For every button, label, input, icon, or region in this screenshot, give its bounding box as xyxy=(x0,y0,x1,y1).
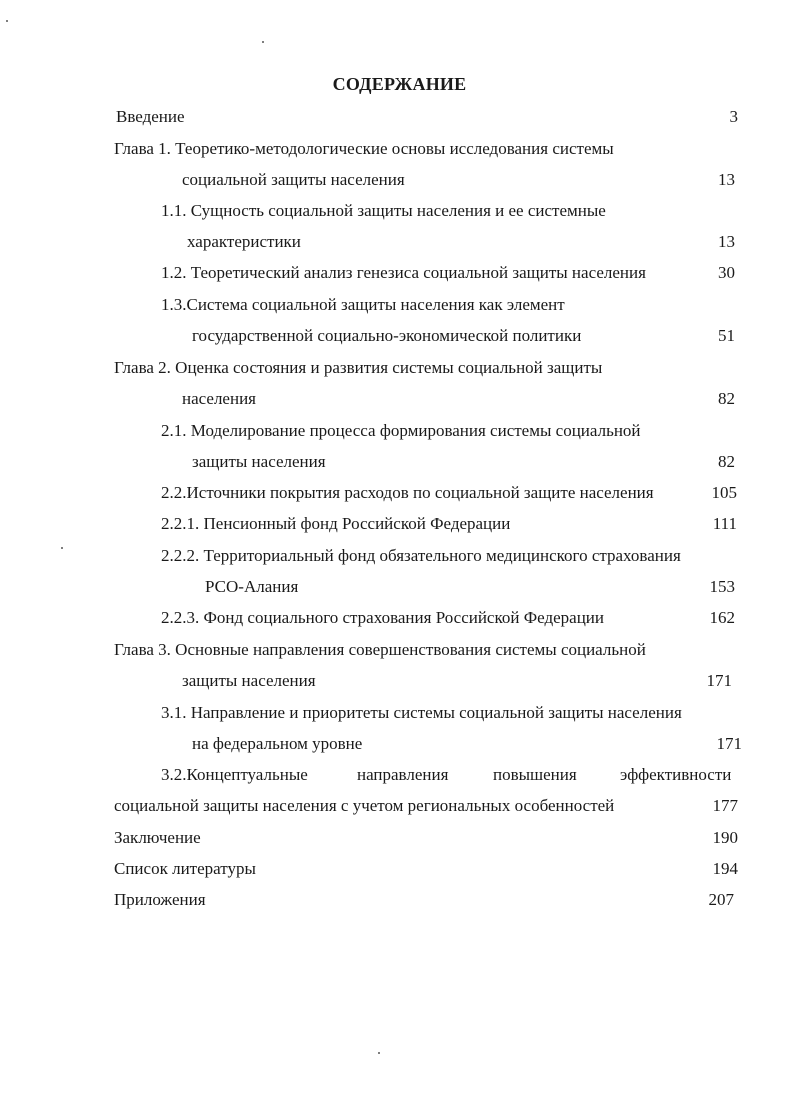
toc-entry-text: защиты населения xyxy=(182,671,316,690)
toc-entry-text: 2.2.1. Пенсионный фонд Российской Федерации xyxy=(161,514,511,533)
toc-entry-page: 162 xyxy=(709,608,735,627)
toc-entry-page: 207 xyxy=(708,890,734,909)
scan-speck xyxy=(61,547,63,549)
toc-entry-page: 51 xyxy=(718,326,735,345)
toc-entry-text: на федеральном уровне xyxy=(192,734,363,753)
toc-entry-page: 105 xyxy=(711,483,737,502)
toc-entry-page: 82 xyxy=(718,452,735,471)
toc-entry-text: 2.1. Моделирование процесса формирования системы социальной xyxy=(161,421,641,440)
toc-entry-text: Введение xyxy=(116,107,185,126)
toc-entry-text: повышения xyxy=(493,765,577,784)
toc-entry-page: 177 xyxy=(712,796,738,815)
toc-entry-page: 13 xyxy=(718,232,735,251)
toc-entry-text: населения xyxy=(182,389,256,408)
page-title: СОДЕРЖАНИЕ xyxy=(332,74,467,94)
toc-entry-text: РСО-Алания xyxy=(205,577,299,596)
toc-entry-text: Приложения xyxy=(114,890,206,909)
toc-entry-text: государственной социально-экономической политики xyxy=(192,326,582,345)
toc-entry-text: 2.2.Источники покрытия расходов по социальной защите населения xyxy=(161,483,654,502)
toc-entry-text: 1.3.Система социальной защиты населения как элемент xyxy=(161,295,565,314)
toc-entry-text: Глава 3. Основные направления совершенствования системы социальной xyxy=(114,640,646,659)
toc-entry-text: 2.2.3. Фонд социального страхования Российской Федерации xyxy=(161,608,605,627)
toc-entry-text: социальной защиты населения с учетом региональных особенностей xyxy=(114,796,615,815)
toc-entry-text: характеристики xyxy=(187,232,301,251)
toc-entry-text: 1.2. Теоретический анализ генезиса социальной защиты населения xyxy=(161,263,646,282)
toc-entry-page: 153 xyxy=(709,577,735,596)
scan-speck xyxy=(6,20,8,22)
toc-entry-page: 13 xyxy=(718,170,735,189)
toc-entry-text: 2.2.2. Территориальный фонд обязательного медицинского страхования xyxy=(161,546,681,565)
toc-entry-text: Глава 2. Оценка состояния и развития системы социальной защиты xyxy=(114,358,603,377)
toc-entry-page: 194 xyxy=(712,859,738,878)
toc-entry-text: защиты населения xyxy=(192,452,326,471)
toc-entry-page: 82 xyxy=(718,389,735,408)
toc-entry-text: Заключение xyxy=(114,828,201,847)
toc-entry-page: 111 xyxy=(712,514,737,533)
toc-entry-text: направления xyxy=(357,765,449,784)
toc-entry-page: 3 xyxy=(729,107,738,126)
scan-speck xyxy=(378,1052,380,1054)
toc-entry-page: 190 xyxy=(712,828,738,847)
toc-entry-text: Глава 1. Теоретико-методологические основы исследования системы xyxy=(114,139,614,158)
toc-entry-text: 1.1. Сущность социальной защиты населения и ее системные xyxy=(161,201,606,220)
toc-entry-text: Список литературы xyxy=(114,859,256,878)
toc-entry-page: 171 xyxy=(706,671,732,690)
toc-entry-text: 3.1. Направление и приоритеты системы социальной защиты населения xyxy=(161,703,682,722)
scan-speck xyxy=(262,41,264,43)
toc-entry-text: социальной защиты населения xyxy=(182,170,405,189)
toc-entry-page: 30 xyxy=(718,263,735,282)
toc-entry-page: 171 xyxy=(716,734,742,753)
toc-entry-text: эффективности xyxy=(620,765,732,784)
toc-entry-text: 3.2.Концептуальные xyxy=(161,765,308,784)
